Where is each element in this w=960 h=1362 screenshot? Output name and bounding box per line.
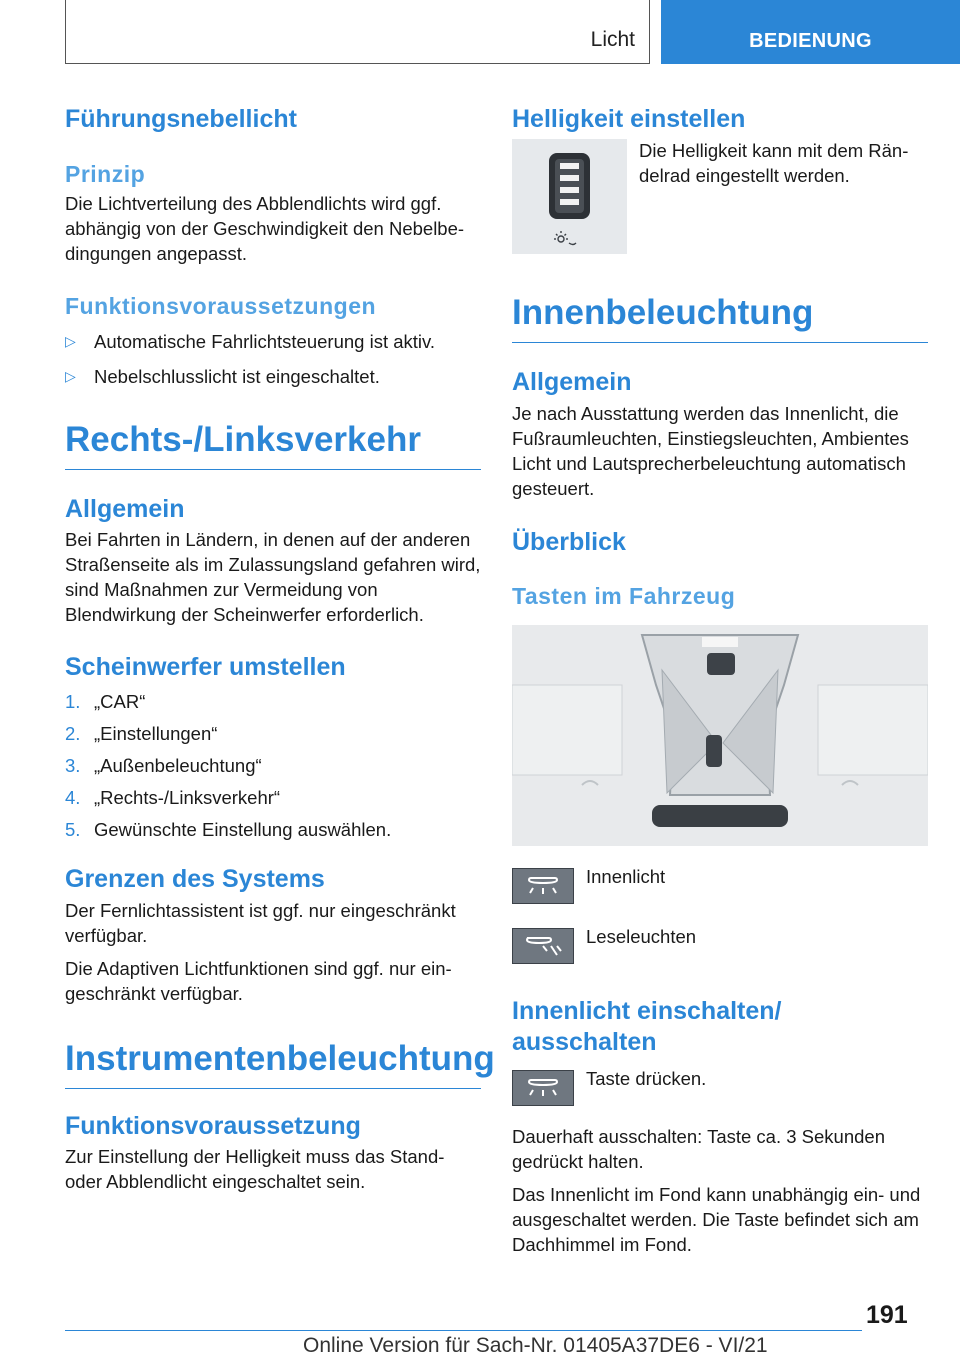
legend-label-innenlicht: Innenlicht: [586, 865, 666, 887]
left-column: [65, 98, 495, 1194]
steps-list: [65, 689, 481, 842]
triangle-bullet-icon: ▷: [65, 332, 76, 349]
list-item: 3. „Außenbeleuchtung“: [65, 755, 262, 777]
thumbwheel-drawing: [512, 139, 627, 254]
ceiling-console-drawing: [512, 625, 928, 846]
legend-label-leseleuchten: Leseleuchten: [586, 925, 697, 947]
heading-ueberblick: Überblick: [512, 527, 626, 556]
list-item: ▷ Automatische Fahrlichtsteuerung ist aktiv.: [65, 330, 436, 352]
paragraph-allgemein: Bei Fahrten in Ländern, in denen auf der anderen Straßenseite als im Zulassungsland gefahren wird, sind Maßnahmen zur Vermeidung von Blendwirkung der Scheinwerfer erforderlich.: [65, 529, 481, 625]
heading-allgemein-right: Allgemein: [512, 368, 632, 397]
heading-allgemein: Allgemein: [65, 494, 185, 523]
paragraph-grenzen-2: Die Adaptiven Lichtfunktionen sind ggf. nur ein‐ geschränkt verfügbar.: [65, 957, 452, 1004]
brightness-figure-row: [512, 139, 928, 254]
heading-funktionsvoraussetzung: Funktionsvoraussetzung: [65, 1111, 361, 1140]
requirements-list: [65, 329, 481, 389]
legend-row-innenlicht: [512, 865, 928, 904]
press-button-row: [512, 1070, 928, 1106]
header-section-title: Licht: [590, 28, 635, 51]
list-item: 1. „CAR“: [65, 691, 146, 713]
list-item: 2. „Einstellungen“: [65, 723, 218, 745]
heading-scheinwerfer-umstellen: Scheinwerfer umstellen: [65, 653, 346, 681]
paragraph-helligkeit: Die Helligkeit kann mit dem Rän‐ delrad eingestellt werden.: [639, 140, 909, 187]
list-item: ▷ Nebelschlusslicht ist eingeschaltet.: [65, 365, 380, 387]
heading-fuehrungsnebellicht: Führungsnebellicht: [65, 105, 297, 133]
heading-grenzen-des-systems: Grenzen des Systems: [65, 865, 325, 894]
legend-row-leseleuchten: [512, 925, 928, 964]
heading-rechts-linksverkehr: Rechts-/Linksverkehr: [65, 419, 481, 470]
header-chapter-tab: [661, 0, 960, 64]
header-frame: [65, 0, 650, 64]
reading-light-icon: [512, 928, 574, 964]
ceiling-console-image: [512, 625, 928, 846]
heading-helligkeit-einstellen: Helligkeit einstellen: [512, 105, 746, 133]
heading-prinzip: Prinzip: [65, 161, 146, 188]
triangle-bullet-icon: ▷: [65, 367, 76, 384]
interior-light-icon: [512, 1070, 574, 1106]
heading-innenbeleuchtung: Innenbeleuchtung: [512, 292, 928, 343]
paragraph-prinzip: Die Lichtverteilung des Abblendlichts wird ggf. abhängig von der Geschwindigkeit den Nebelbe‐ dingungen angepasst.: [65, 193, 465, 264]
paragraph-allgemein-right: Je nach Ausstattung werden das Innenlicht, die Fußraumleuchten, Einstiegsleuchten, Ambientes Licht und Lautsprecherbeleuchtung automatisch gesteuert.: [512, 402, 909, 499]
heading-innenlicht-einschalten: Innenlicht einschalten/ ausschalten: [512, 996, 782, 1056]
header-chapter-label: BEDIENUNG: [749, 29, 872, 52]
paragraph-dauerhaft: Dauerhaft ausschalten: Taste ca. 3 Sekunden gedrückt halten.: [512, 1126, 885, 1172]
list-item: 4. „Rechts-/Linksverkehr“: [65, 787, 281, 809]
footer-divider: [65, 1330, 862, 1331]
footer-version-text: Online Version für Sach-Nr. 01405A37DE6 - VI/21: [303, 1334, 768, 1357]
heading-instrumentenbeleuchtung: Instrumentenbeleuchtung: [65, 1038, 481, 1089]
page-number: 191: [866, 1301, 908, 1329]
interior-light-icon: [512, 868, 574, 904]
paragraph-fond: Das Innenlicht im Fond kann unabhängig ein‐ und ausgeschaltet werden. Die Taste befindet sich am Dachhimmel im Fond.: [512, 1184, 921, 1255]
list-item: 5. Gewünschte Einstellung auswählen.: [65, 819, 392, 841]
paragraph-grenzen-1: Der Fernlichtassistent ist ggf. nur eingeschränkt verfügbar.: [65, 899, 456, 946]
right-column: [512, 98, 928, 1257]
paragraph-funktionsvoraussetzung: Zur Einstellung der Helligkeit muss das Stand‐ oder Abblendlicht eingeschaltet sein.: [65, 1145, 445, 1192]
paragraph-taste-druecken: Taste drücken.: [586, 1068, 707, 1089]
heading-tasten-im-fahrzeug: Tasten im Fahrzeug: [512, 582, 736, 609]
heading-funktionsvoraussetzungen: Funktionsvoraussetzungen: [65, 293, 377, 319]
thumbwheel-image: [512, 139, 627, 254]
